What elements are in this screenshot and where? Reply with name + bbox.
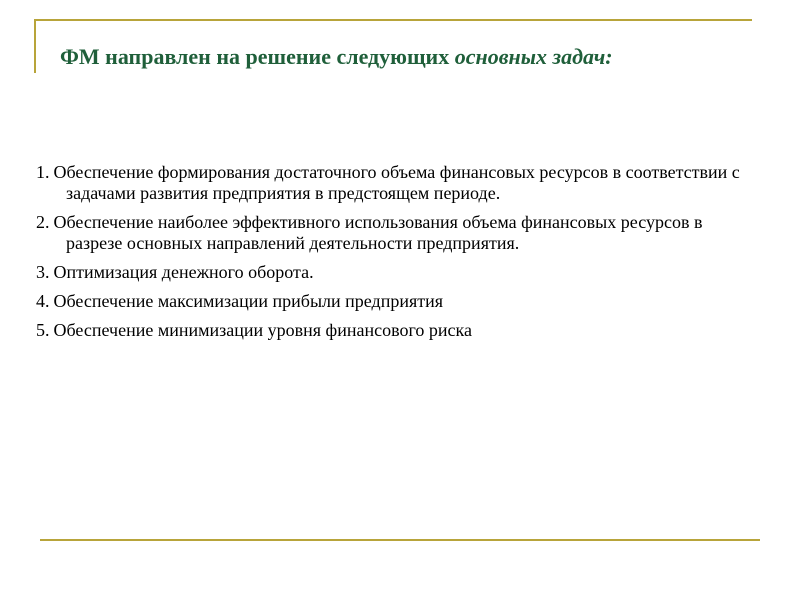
task-number: 1. bbox=[36, 162, 50, 182]
task-text: Обеспечение наиболее эффективного использования объема финансовых ресурсов в разрезе основных направлений деятельности предприятия. bbox=[53, 212, 703, 253]
slide-title bbox=[60, 42, 613, 72]
task-text: Обеспечение максимизации прибыли предприятия bbox=[53, 291, 444, 311]
task-item-4 bbox=[36, 291, 760, 312]
task-number: 2. bbox=[36, 212, 50, 232]
bottom-rule bbox=[40, 539, 760, 541]
task-number: 4. bbox=[36, 291, 50, 311]
task-item-5 bbox=[36, 320, 760, 341]
title-emphasis: основных задач: bbox=[454, 44, 613, 69]
left-rule bbox=[34, 19, 36, 73]
top-rule bbox=[34, 19, 752, 21]
title-main: ФМ направлен на решение следующих bbox=[60, 44, 455, 69]
task-item-1 bbox=[36, 162, 760, 204]
task-item-2 bbox=[36, 212, 760, 254]
task-text: Обеспечение минимизации уровня финансового риска bbox=[53, 320, 472, 340]
task-number: 3. bbox=[36, 262, 50, 282]
task-text: Обеспечение формирования достаточного объема финансовых ресурсов в соответствии с задачами развития предприятия в предстоящем периоде. bbox=[53, 162, 740, 203]
task-text: Оптимизация денежного оборота. bbox=[53, 262, 314, 282]
task-item-3 bbox=[36, 262, 760, 283]
task-number: 5. bbox=[36, 320, 50, 340]
task-list bbox=[36, 162, 760, 349]
